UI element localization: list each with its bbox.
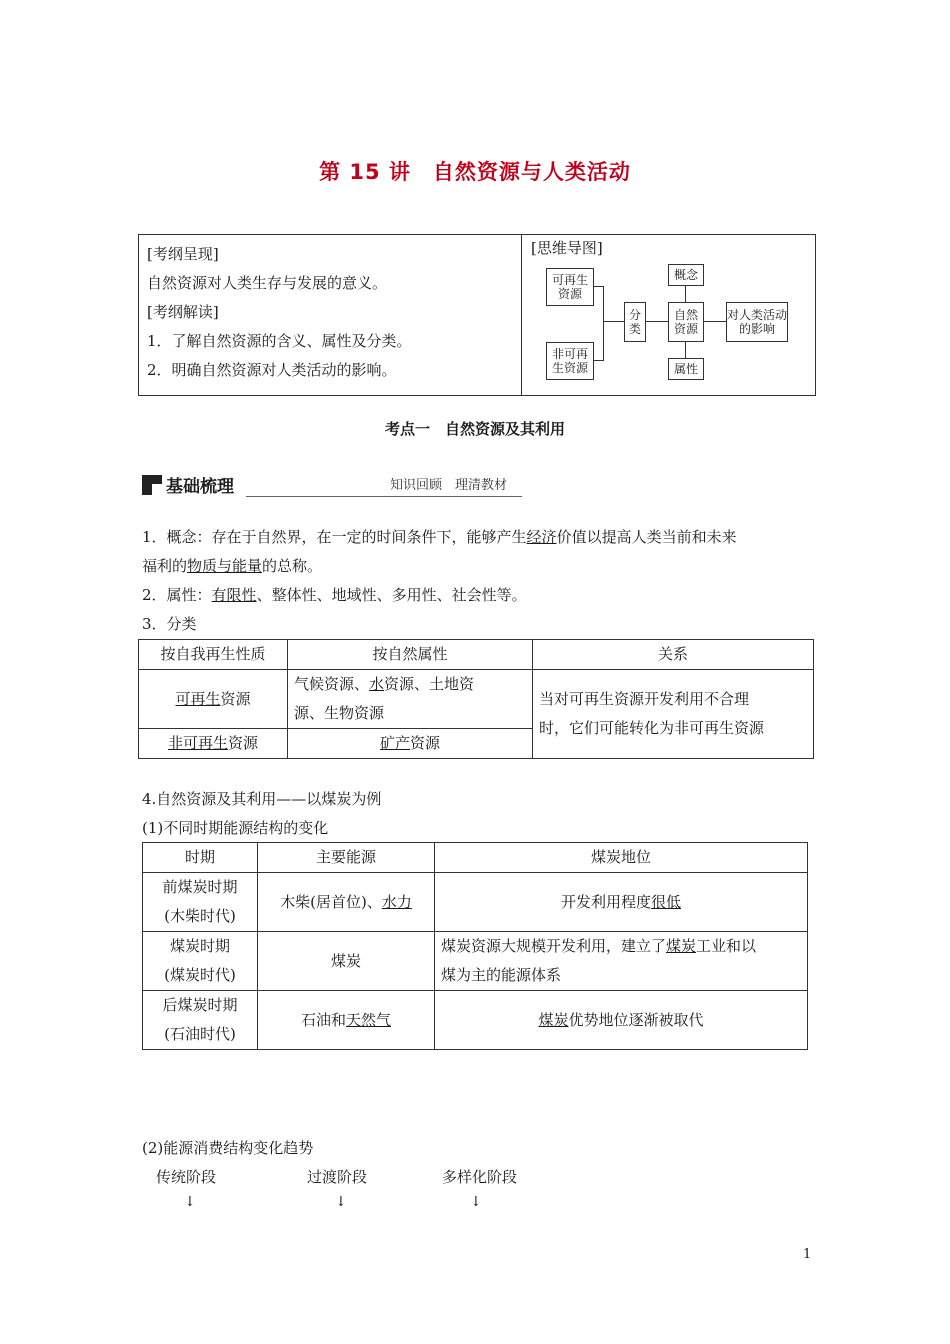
header-cell: 按自然属性	[288, 640, 533, 670]
mm-natural-resource: 自然资源	[668, 302, 704, 342]
stage-diversified: 多样化阶段	[442, 1168, 518, 1186]
text: 后煤炭时期	[162, 996, 238, 1014]
table-row	[139, 640, 814, 670]
text: 源、生物资源	[294, 704, 385, 722]
arrow-down-icon: ↓	[335, 1194, 347, 1210]
table-cell	[139, 670, 288, 729]
mind-map	[520, 234, 814, 394]
mm-line	[593, 286, 603, 287]
item-2	[142, 584, 527, 605]
blank-answer: 可再生	[175, 689, 221, 708]
mm-line	[685, 341, 686, 358]
stage-transition: 过渡阶段	[307, 1168, 368, 1186]
stage-traditional: 传统阶段	[156, 1168, 217, 1186]
text: 前煤炭时期	[162, 878, 238, 896]
table-cell	[143, 991, 258, 1050]
title-part2: 自然资源与人类活动	[432, 160, 631, 184]
text: 资源	[410, 734, 441, 752]
blank-answer: 矿产	[379, 734, 410, 752]
mm-line	[603, 321, 624, 322]
blank-answer: 煤炭	[666, 937, 697, 955]
syllabus-heading-2: [考纲解读]	[147, 303, 219, 321]
syllabus-line-3: 2．明确自然资源对人类活动的影响。	[147, 361, 397, 379]
mm-impact: 对人类活动的影响	[726, 302, 788, 342]
item-1-line-2	[142, 555, 322, 576]
blank-answer: 天然气	[346, 1010, 392, 1029]
table-cell	[139, 729, 288, 759]
text: 2．属性：	[142, 586, 212, 604]
text: 福利的	[142, 557, 188, 575]
basics-banner	[140, 472, 522, 500]
mm-classify: 分类	[624, 302, 646, 342]
table-cell	[435, 991, 808, 1050]
banner-title: 基础梳理	[166, 477, 234, 497]
table-row	[139, 670, 814, 729]
text: 1．概念：存在于自然界，在一定的时间条件下，能够产生	[142, 528, 527, 546]
blank-answer: 有限性	[211, 586, 257, 604]
blank-answer: 很低	[651, 892, 682, 911]
blank-answer: 经济	[526, 528, 557, 546]
text: 资源、土地资	[384, 675, 475, 693]
banner-rule	[246, 496, 522, 497]
mm-concept: 概念	[668, 264, 704, 286]
header-cell: 按自我再生性质	[139, 640, 288, 670]
syllabus-heading-1: [考纲呈现]	[147, 245, 219, 263]
text: 时，它们可能转化为非可再生资源	[539, 719, 765, 737]
section-heading: 考点一 自然资源及其利用	[384, 420, 565, 438]
arrow-down-icon: ↓	[184, 1194, 196, 1210]
text: (石油时代)	[164, 1025, 236, 1043]
item-4: 4.自然资源及其利用——以煤炭为例	[142, 790, 382, 808]
text: 煤炭时期	[169, 937, 230, 955]
blank-answer: 水	[369, 675, 385, 693]
table-row	[143, 932, 808, 991]
header-cell: 主要能源	[258, 843, 435, 873]
text: (木柴时代)	[164, 907, 236, 925]
mm-line	[703, 321, 726, 322]
text: 开发利用程度	[560, 892, 651, 911]
table-cell	[435, 932, 808, 991]
item-1-line-1	[142, 526, 737, 547]
classification-table	[138, 639, 814, 759]
banner-subtitle: 知识回顾 理清教材	[390, 478, 508, 493]
page-title	[0, 156, 950, 186]
mm-line	[645, 321, 668, 322]
table-cell	[435, 873, 808, 932]
table-row	[143, 991, 808, 1050]
syllabus-line-1: 自然资源对人类生存与发展的意义。	[147, 274, 388, 292]
mm-line	[593, 360, 603, 361]
syllabus-left	[139, 235, 522, 395]
text: 木柴(居首位)、	[280, 892, 382, 911]
mm-line	[603, 286, 604, 361]
text: 、整体性、地域性、多用性、社会性等。	[256, 586, 527, 604]
mm-renewable: 可再生资源	[546, 268, 594, 306]
table-cell: 煤炭	[258, 932, 435, 991]
blank-answer: 非可再生	[167, 734, 228, 752]
energy-table	[142, 842, 808, 1050]
header-cell: 煤炭地位	[435, 843, 808, 873]
text: 的总称。	[262, 557, 323, 575]
table-cell	[288, 729, 533, 759]
mindmap-heading: [思维导图]	[531, 239, 603, 257]
blank-answer: 煤炭	[538, 1010, 569, 1029]
item-4-2: (2)能源消费结构变化趋势	[142, 1139, 314, 1157]
mm-nonrenewable: 非可再生资源	[546, 342, 594, 380]
text: 价值以提高人类当前和未来	[556, 528, 737, 546]
table-row	[143, 873, 808, 932]
text: 资源	[228, 734, 259, 752]
text: 石油和	[300, 1010, 346, 1029]
table-cell	[143, 932, 258, 991]
blank-answer: 水力	[381, 892, 412, 911]
text: 资源	[220, 689, 251, 708]
relation-cell	[533, 670, 814, 759]
text: 煤炭资源大规模开发利用，建立了	[441, 937, 667, 955]
blank-answer: 物质与能量	[187, 557, 263, 575]
banner-square-cut	[152, 484, 162, 495]
table-row	[143, 843, 808, 873]
text: 优势地位逐渐被取代	[568, 1010, 704, 1029]
mm-line	[685, 285, 686, 302]
table-cell	[143, 873, 258, 932]
table-cell	[258, 873, 435, 932]
table-cell	[258, 991, 435, 1050]
item-3: 3．分类	[142, 615, 197, 633]
header-cell: 关系	[533, 640, 814, 670]
syllabus-line-2: 1．了解自然资源的含义、属性及分类。	[147, 332, 412, 350]
header-cell: 时期	[143, 843, 258, 873]
text: 当对可再生资源开发利用不合理	[539, 690, 750, 708]
mm-attribute: 属性	[668, 358, 704, 380]
table-cell	[288, 670, 533, 729]
title-part1: 第 15 讲	[319, 160, 411, 184]
text: (煤炭时代)	[164, 966, 236, 984]
text: 工业和以	[696, 937, 757, 955]
item-4-1: (1)不同时期能源结构的变化	[142, 819, 329, 837]
arrow-down-icon: ↓	[470, 1194, 482, 1210]
text: 煤为主的能源体系	[441, 966, 562, 984]
text: 气候资源、	[294, 675, 370, 693]
page-number: 1	[803, 1247, 812, 1262]
